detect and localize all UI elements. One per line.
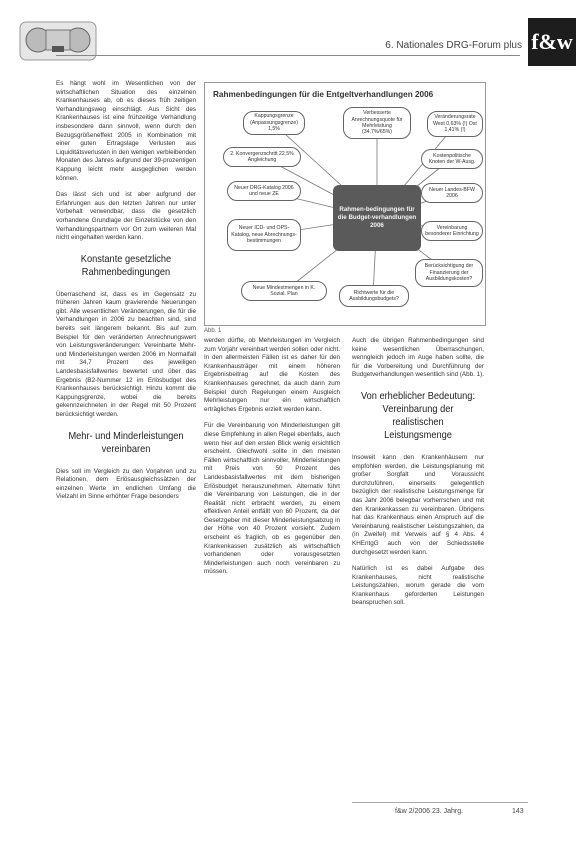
figure-caption: Abb. 1 xyxy=(204,328,222,334)
paragraph: Für die Vereinbarung von Minderleistungen gilt diese Empfehlung in allen Regel ebenfalls, auch wenn hier auf den ersten Blick wenig ersichtlich erscheint. Gleichwohl sollte in den meisten Fällen wirtschaftlich sinnvoller, Minderleistungen mit Preis von 50 Prozent des Landesbasisfallwertes mit dem bisherigen Erlösbudget herauszunehmen. Alternativ führt die Vereinbarung von Leistungen, die in der Realität nicht erbracht werden, zu einem effektiven Anteil entfällt von 60 Prozent, da der Gesetzgeber mit dieser Minderleistungsabzug in der Höhe von 40 Prozent vorsieht. Zudem erscheint es fraglich, ob es gegenüber den Krankenkassen zusätzlich als wirtschaftlich vorhandenen oder vorausgesetzten Minderleistungen auch noch vereinbaren zu müssen. xyxy=(204,422,340,576)
header-rule xyxy=(56,55,520,56)
section-heading: Von erheblicher Bedeutung: Vereinbarung der realistischen Leistungsmenge xyxy=(360,389,476,441)
figure-diagram xyxy=(204,82,486,326)
right-column xyxy=(352,337,484,616)
diagram-node: Vereinbarung besonderer Einrichtung xyxy=(421,221,483,241)
diagram-node: Verbesserte Anrechnungsquote für Mehrleistung (34,7%/65%) xyxy=(343,107,411,139)
footer-rule xyxy=(352,802,528,803)
diagram-node: Kostenpolitische Knoten der W-Ausg. xyxy=(421,149,483,169)
middle-column xyxy=(204,337,340,585)
forum-title: 6. Nationales DRG-Forum plus xyxy=(385,40,522,51)
diagram-node: 2. Konvergenzschritt 22,5% Angleichung xyxy=(223,147,301,167)
diagram-node: Berücksichtigung der Finanzierung der Ausbildungskosten? xyxy=(415,259,483,287)
diagram-node: Kappungsgrenze (Anpassungsgrenze) 1,5% xyxy=(243,111,305,135)
page-number: 143 xyxy=(512,808,524,815)
paragraph: Das lässt sich und ist aber aufgrund der Erfahrungen aus den letzten Jahren nur unter Vorbehalt verwendbar, dass die gesetzlich vorhandene Grundlage der Einzelstücke von den Verhandlungspartnern vor Ort zum weiteren Mal nicht eingehalten werden kann. xyxy=(56,191,196,242)
diagram-node: Neue Mindestmengen in K. Sozial. Plan xyxy=(241,281,327,301)
figure-title: Rahmenbedingungen für die Entgeltverhandlungen 2006 xyxy=(213,90,434,99)
diagram-node: Veränderungsrate West 0,63% (!) Ost 1,41% (!) xyxy=(427,111,483,137)
diagram-node: Neuer ICD- und OPS-Katalog, neue Abrechnungs-bestimmungen xyxy=(227,219,301,251)
journal-citation: f&w 2/2006 23. Jahrg. xyxy=(395,808,464,815)
brand-logo: f&w xyxy=(528,18,576,66)
paragraph: Dies soll im Vergleich zu den Vorjahren und zu Relationen, dem Erlösausgleichssätzen der einzelnen Werte im endlichen Umfang die Vielzahl im Sinne erhöhter Frage besonders xyxy=(56,467,196,501)
diagram-center: Rahmen-bedingungen für die Budget-verhandlungen 2006 xyxy=(333,185,421,251)
diagram-node: Richtwerte für die Ausbildungsbudgets? xyxy=(339,285,409,307)
diagram-node: Neuer DRG-Katalog 2006 und neue ZE xyxy=(227,181,301,201)
paragraph: Natürlich ist es dabei Aufgabe des Krankenhauses, nicht realistische Leistungszahlen, worum gerade die vom Krankenhaus geforderten Leistungen beanspruchen soll. xyxy=(352,565,484,607)
paragraph: Auch die übrigen Rahmenbedingungen sind keine wesentlichen Überraschungen, wenngleich jedoch im Auge haben sollte, die für die Vorbereitung und Durchführung der Budgetverhandlungen wesentlich sind (Abb. 1). xyxy=(352,337,484,379)
paragraph: werden dürfte, ob Mehrleistungen im Vergleich zum Vorjahr vereinbart werden sollen oder nicht. In den allermeisten Fällen ist es daher für den Krankenhausträger mit einem höheren Ergebnisbeitrag auf die Kosten des Krankenhauses gerechnet, da auch dann zum Beispiel durch Regelungen einem Ausgleich Mehrleistungen nur ein wirtschaftlich erträgliches Ergebnis erzielt werden kann. xyxy=(204,337,340,413)
paragraph: Es hängt wohl im Wesentlichen von der wirtschaftlichen Situation des einzelnen Krankenhauses ab, ob es dieses früh zeitigen Verhandlungsweg einschlägt. Aus Sicht des Krankenhauses ist eine frühzeitige Verhandlung insbesondere dann sinnvoll, wenn durch den Bezugsgrößeneffekt 2005 in Kombination mit einer guten Ertragslage Verlusten aus Liquiditätsverlusten in den wenigen verbleibenden Monaten des Jahres aufgrund der 39-prozentigen Kappung leicht mehr ausgeglichen werden können. xyxy=(56,80,196,182)
section-heading: Mehr- und Minderleistungen vereinbaren xyxy=(68,429,184,455)
forum-logo-icon xyxy=(16,16,100,64)
paragraph: Insoweit kann den Krankenhäusern nur empfohlen werden, die Leistungsplanung mit großer Sorgfalt und Voraussicht durchzuführen, einerseits gelegentlich bezüglich der realistische Leistungsmenge für das Jahr 2006 belegbar vorherrschen und mit den Krankenkassen zu vereinbaren. Übrigens hat das Krankenhaus einen Anspruch auf die Vereinbarung realistischer Leistungszahlen, da (in Zweifel) mit Verweis auf § 4 Abs. 4 KHEntgG auch von der Schiedsstelle durchgesetzt werden kann. xyxy=(352,453,484,556)
section-heading: Konstante gesetzliche Rahmenbedingungen xyxy=(80,252,172,278)
paragraph: Überraschend ist, dass es im Gegensatz zu früheren Jahren kaum gravierende Neuerungen gibt. Alle wesentlichen Veränderungen, die für die Verhandlungen in 2006 zu beachten sind, sind bereits seit längerem bekannt. Bis auf zum Beispiel für den veränderten Anrechnungswert von Leistungsveränderungen: Vereinbarte Mehr- und Minderleistungen werden 2006 im Normalfall mit 34,7 Prozent des jeweiligen Landesbasisfallwertes bewertet und über das Ergebnis (B2-Nummer 12 im Erlösbudget des Krankenhauses berücksichtigt. Hinzu kommt die Kappungsgrenze, wobei die bereits gekennzeichneten in der Regel mit 50 Prozent berücksichtigt werden. xyxy=(56,290,196,418)
left-column xyxy=(56,80,196,510)
diagram-node: Neuer Landes-BFW 2006 xyxy=(421,183,483,203)
